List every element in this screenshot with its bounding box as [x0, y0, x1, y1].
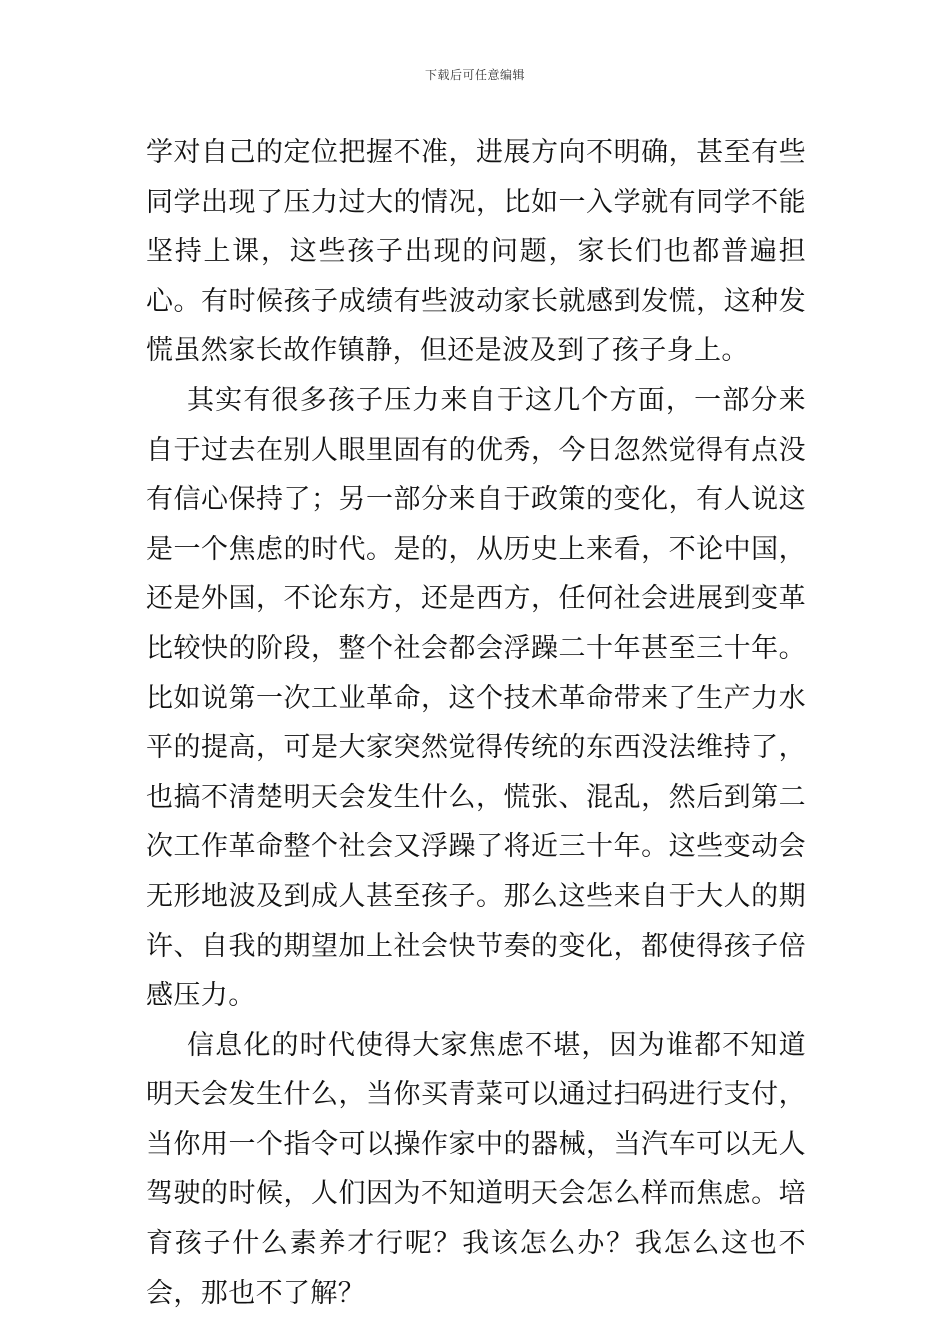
- paragraph-2: 其实有很多孩子压力来自于这几个方面，一部分来自于过去在别人眼里固有的优秀，今日忽然觉得有点没有信心保持了；另一部分来自于政策的变化，有人说这是一个焦虑的时代。是的，从历史上来看，不论中国，还是外国，不论东方，还是西方，任何社会进展到变革比较快的阶段，整个社会都会浮躁二十年甚至三十年。比如说第一次工业革命，这个技术革命带来了生产力水平的提高，可是大家突然觉得传统的东西没法维持了，也搞不清楚明天会发生什么，慌张、混乱，然后到第二次工作革命整个社会又浮躁了将近三十年。这些变动会无形地波及到成人甚至孩子。那么这些来自于大人的期许、自我的期望加上社会快节奏的变化，都使得孩子倍感压力。: [146, 384, 806, 1012]
- paragraph-3: 信息化的时代使得大家焦虑不堪，因为谁都不知道明天会发生什么，当你买青菜可以通过扫码进行支付，当你用一个指令可以操作家中的器械，当汽车可以无人驾驶的时候，人们因为不知道明天会怎么样而焦虑。培育孩子什么素养才行呢？我该怎么办？我怎么这也不会，那也不了解？: [146, 1029, 806, 1309]
- document-body: [146, 128, 806, 1318]
- paragraph-1: 学对自己的定位把握不准，进展方向不明确，甚至有些同学出现了压力过大的情况，比如一入学就有同学不能坚持上课，这些孩子出现的问题，家长们也都普遍担心。有时候孩子成绩有些波动家长就感到发慌，这种发慌虽然家长故作镇静，但还是波及到了孩子身上。: [146, 137, 806, 367]
- page-header: 下载后可任意编辑: [424, 68, 525, 82]
